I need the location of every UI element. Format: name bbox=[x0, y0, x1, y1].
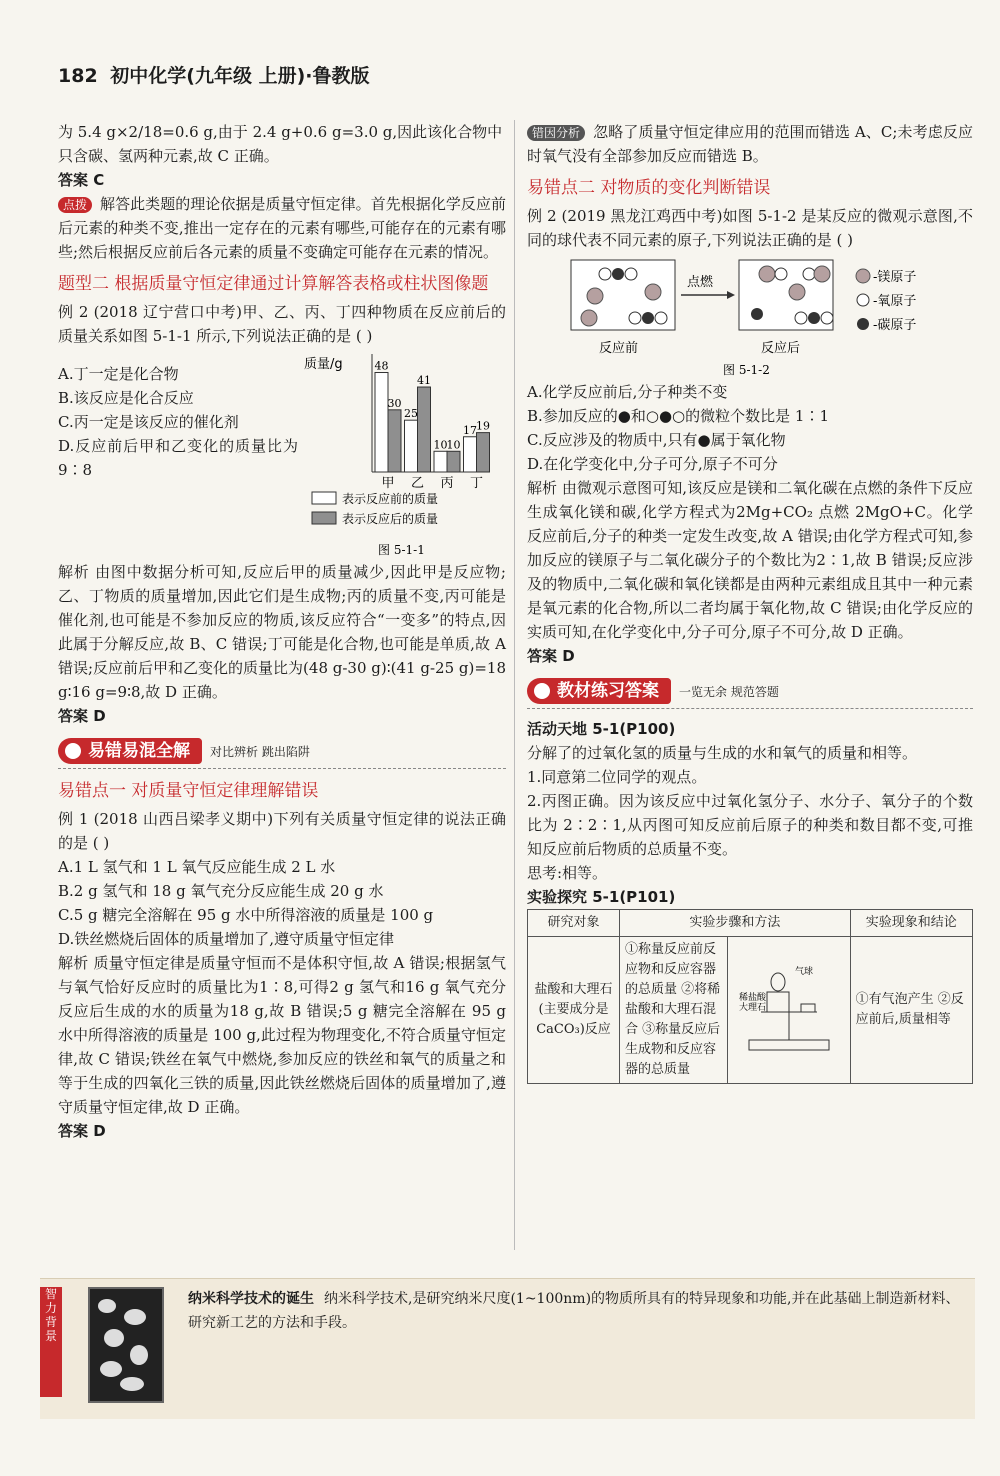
bar-chart bbox=[292, 348, 502, 560]
bar-丙-after bbox=[447, 451, 460, 472]
table-header-row bbox=[528, 910, 973, 937]
legend-oxygen-icon bbox=[857, 294, 869, 306]
ex1-option-c: C.5 g 糖完全溶解在 95 g 水中所得溶液的质量是 100 g bbox=[58, 906, 434, 924]
nano-image bbox=[88, 1287, 164, 1403]
magnesium-atom bbox=[814, 266, 830, 282]
arrow-head bbox=[727, 291, 735, 299]
legend-swatch bbox=[312, 512, 336, 524]
research-object: 盐酸和大理石(主要成分是 CaCO₃)反应 bbox=[528, 937, 620, 1084]
data-label: 25 bbox=[404, 407, 418, 421]
data-label: 48 bbox=[374, 359, 389, 373]
option-b: B.该反应是化合反应 bbox=[58, 389, 194, 407]
activity-line-4: 思考:相等。 bbox=[527, 864, 608, 882]
error-cause-tag: 错因分析 bbox=[527, 125, 585, 141]
example2b-analysis: 解析 由微观示意图可知,该反应是镁和二氧化碳在点燃的条件下反应生成氧化镁和碳,化学方程式为2Mg+CO₂ 点燃 2MgO+C。化学反应前后,分子的种类一定发生改变,故 A 错误;由化学方程式可知,参加反应的镁原子与二氧化碳分子的个数比为2∶1,故 B 错误;反应涉及的物质中,二氧化碳和氧化镁都是由两种元素组成且其中一种元素是氧元素的化合物,所以二者均属于氧化物,故 C 错误;由化学反应的实质可知,在化学变化中,分子可分,原子不可分,故 D 正确。 bbox=[527, 479, 973, 641]
example1-head: 例 1 (2018 山西吕梁孝义期中)下列有关质量守恒定律的说法正确的是 ( ) bbox=[58, 810, 506, 852]
oxygen-atom bbox=[795, 312, 807, 324]
data-label: 30 bbox=[387, 396, 402, 410]
bar-甲-after bbox=[388, 410, 401, 472]
apparatus-cell bbox=[728, 937, 850, 1084]
intro-line-2: 只含碳、氢两种元素,故 C 正确。 bbox=[58, 147, 279, 165]
table-header: 实验步骤和方法 bbox=[620, 910, 851, 937]
legend-magnesium-icon bbox=[856, 269, 870, 283]
experiment-result: ①有气泡产生 ②反应前后,质量相等 bbox=[850, 937, 972, 1084]
magnesium-atom bbox=[587, 288, 603, 304]
x-tick-label: 乙 bbox=[410, 476, 425, 491]
ex1-option-a: A.1 L 氢气和 1 L 氧气反应能生成 2 L 水 bbox=[58, 858, 336, 876]
legend-carbon-icon bbox=[857, 318, 869, 330]
example2-options bbox=[58, 362, 298, 482]
option-d: D.反应前后甲和乙变化的质量比为 9∶8 bbox=[58, 437, 298, 479]
oxygen-atom bbox=[655, 312, 667, 324]
magnesium-atom bbox=[645, 284, 661, 300]
balloon-label: 气球 bbox=[794, 966, 813, 977]
banner-subtitle-right: 一览无余 规范答题 bbox=[679, 685, 779, 699]
option-a: A.丁一定是化合物 bbox=[58, 365, 179, 383]
oxygen-atom bbox=[599, 268, 611, 280]
page-number: 182 bbox=[58, 65, 98, 87]
experiment-steps: ①称量反应前反应物和反应容器的总质量 ②将稀盐酸和大理石混合 ③称量反应后生成物和反应容器的总质量 bbox=[620, 937, 728, 1084]
magnesium-atom bbox=[759, 266, 775, 282]
activity-line-1: 分解了的过氧化氢的质量与生成的水和氧气的质量和相等。 bbox=[527, 744, 918, 762]
oxygen-atom bbox=[803, 268, 815, 280]
magnesium-atom bbox=[581, 310, 597, 326]
legend-swatch bbox=[312, 492, 336, 504]
right-column bbox=[527, 120, 973, 1084]
footer-text: 纳米科学技术,是研究纳米尺度(1~100nm)的物质所具有的特异现象和功能,并在此基础上制造新材料、研究新工艺的方法和手段。 bbox=[188, 1291, 960, 1331]
x-tick-label: 甲 bbox=[381, 476, 395, 491]
legend-entry: 表示反应后的质量 bbox=[342, 512, 439, 526]
flask bbox=[767, 992, 789, 1012]
oxygen-atom bbox=[625, 268, 637, 280]
type2-title: 题型二 根据质量守恒定律通过计算解答表格或柱状图像题 bbox=[58, 274, 489, 294]
table-row bbox=[528, 937, 973, 1084]
micro-diagram bbox=[527, 252, 973, 380]
ex2b-option-a: A.化学反应前后,分子种类不变 bbox=[527, 383, 728, 401]
banner-title-right: 教材练习答案 bbox=[527, 678, 671, 704]
x-tick-label: 丙 bbox=[440, 476, 454, 491]
balance-base bbox=[749, 1040, 829, 1050]
footer-box bbox=[40, 1278, 975, 1419]
left-column bbox=[58, 120, 506, 1143]
footer-side-label: 智力背景 bbox=[40, 1287, 62, 1397]
answer-right: 答案 D bbox=[527, 647, 575, 665]
page-header bbox=[58, 64, 370, 88]
oxygen-atom bbox=[775, 268, 787, 280]
answer-1: 答案 C bbox=[58, 171, 105, 189]
activity-line-3: 2.丙图正确。因为该反应中过氧化氢分子、水分子、氧分子的个数比为 2∶2∶1,从丙图可知反应前后原子的种类和数目都不变,可推知反应前后物质的总质量不变。 bbox=[527, 792, 973, 858]
banner-subtitle: 对比辨析 跳出陷阱 bbox=[210, 745, 310, 759]
dianbo-tag: 点拨 bbox=[58, 197, 92, 213]
example2b-head: 例 2 (2019 黑龙江鸡西中考)如图 5-1-2 是某反应的微观示意图,不同的球代表不同元素的原子,下列说法正确的是 ( ) bbox=[527, 207, 973, 249]
arrow-label: 点燃 bbox=[687, 275, 714, 290]
reaction-diagram bbox=[527, 252, 973, 380]
data-label: 19 bbox=[476, 419, 490, 433]
activity-title: 活动天地 5-1(P100) bbox=[527, 720, 676, 738]
legend-entry: 表示反应前的质量 bbox=[342, 492, 439, 506]
ex1-option-b: B.2 g 氢气和 18 g 氧气充分反应能生成 20 g 水 bbox=[58, 882, 384, 900]
footer-text-block bbox=[188, 1287, 968, 1335]
carbon-atom bbox=[808, 312, 820, 324]
legend-oxygen: -氧原子 bbox=[873, 294, 917, 309]
example2-head: 例 2 (2018 辽宁营口中考)甲、乙、丙、丁四种物质在反应前后的质量关系如图 5-1-1 所示,下列说法正确的是 ( ) bbox=[58, 303, 506, 345]
after-label: 反应后 bbox=[761, 341, 801, 356]
error-point-2-title: 易错点二 对物质的变化判断错误 bbox=[527, 178, 771, 198]
dianbo-block bbox=[58, 192, 506, 264]
ex2b-option-b: B.参加反应的●和○●○的微粒个数比是 1∶1 bbox=[527, 407, 830, 425]
oxygen-atom bbox=[629, 312, 641, 324]
answer-2: 答案 D bbox=[58, 707, 106, 725]
error-cause-text: 忽略了质量守恒定律应用的范围而错选 A、C;未考虑反应时氧气没有全部参加反应而错选 B。 bbox=[527, 123, 973, 165]
carbon-atom bbox=[642, 312, 654, 324]
example2-options-chart bbox=[58, 348, 506, 560]
bar-丁-before bbox=[464, 437, 477, 472]
bar-丁-after bbox=[477, 433, 490, 472]
error-point-1-title: 易错点一 对质量守恒定律理解错误 bbox=[58, 781, 319, 801]
data-label: 10 bbox=[433, 438, 448, 452]
bar-甲-before bbox=[375, 373, 388, 472]
ex1-option-d: D.铁丝燃烧后固体的质量增加了,遵守质量守恒定律 bbox=[58, 930, 395, 948]
dianbo-text: 解答此类题的理论依据是质量守恒定律。首先根据化学反应前后元素的种类不变,推出一定存在的元素有哪些,可能存在的元素有哪些;然后根据反应前后各元素的质量不变确定可能存在元素的情况。 bbox=[58, 195, 506, 261]
activity-line-2: 1.同意第二位同学的观点。 bbox=[527, 768, 707, 786]
experiment-title: 实验探究 5-1(P101) bbox=[527, 888, 676, 906]
example2-analysis: 解析 由图中数据分析可知,反应后甲的质量减少,因此甲是反应物;乙、丁物质的质量增加,因此它们是生成物;丙的质量不变,丙可能是催化剂,也可能是不参加反应的物质,该反应符合“一变多”的特点,因此属于分解反应,故 B、C 错误;丁可能是化合物,也可能是单质,故 A 错误;反应前后甲和乙变化的质量比为(48 g-30 g)∶(41 g-25 g)=18 g∶16 g=9∶8,故 D 正确。 bbox=[58, 563, 506, 701]
bar-乙-after bbox=[418, 387, 431, 472]
footer-title: 纳米科学技术的诞生 bbox=[188, 1291, 314, 1307]
example1-analysis: 解析 质量守恒定律是质量守恒而不是体积守恒,故 A 错误;根据氢气与氧气恰好反应时的质量比为1∶8,可得2 g 氢气和16 g 氧气充分反应后生成的水的质量为18 g,故 B 错误;5 g 糖完全溶解在 95 g 水中所得溶液的质量是 100 g,此过程为物理变化,不符合质量守恒定律,故 C 错误;铁丝在氧气中燃烧,参加反应的铁丝和氧气的质量之和等于生成的四氧化三铁的质量,因此铁丝燃烧后固体的质量增加了,遵守质量守恒定律,故 D 正确。 bbox=[58, 954, 506, 1116]
option-c: C.丙一定是该反应的催化剂 bbox=[58, 413, 239, 431]
before-label: 反应前 bbox=[599, 341, 639, 356]
book-title: 初中化学(九年级 上册)·鲁教版 bbox=[110, 65, 370, 87]
data-label: 10 bbox=[446, 438, 461, 452]
error-cause-block bbox=[527, 120, 973, 168]
ex2b-option-c: C.反应涉及的物质中,只有●属于氧化物 bbox=[527, 431, 786, 449]
ex2b-option-d: D.在化学变化中,分子可分,原子不可分 bbox=[527, 455, 778, 473]
bar-乙-before bbox=[405, 420, 418, 472]
bar-丙-before bbox=[434, 451, 447, 472]
legend-carbon: -碳原子 bbox=[873, 318, 917, 333]
column-divider bbox=[514, 120, 515, 1250]
table-header: 实验现象和结论 bbox=[850, 910, 972, 937]
balance-apparatus-icon bbox=[739, 952, 839, 1062]
weights bbox=[801, 1004, 815, 1012]
marble-label: 大理石 bbox=[738, 1002, 766, 1013]
magnesium-atom bbox=[789, 284, 805, 300]
table-header: 研究对象 bbox=[528, 910, 620, 937]
error-section-banner bbox=[58, 738, 506, 769]
intro-line-1: 为 5.4 g×2/18=0.6 g,由于 2.4 g+0.6 g=3.0 g,因此该化合物中 bbox=[58, 123, 503, 141]
carbon-atom bbox=[612, 268, 624, 280]
textbook-answers-banner bbox=[527, 678, 973, 709]
experiment-table bbox=[527, 909, 973, 1084]
oxygen-atom bbox=[821, 312, 833, 324]
chart-caption: 图 5-1-1 bbox=[378, 543, 425, 557]
data-label: 41 bbox=[417, 374, 431, 388]
banner-title: 易错易混全解 bbox=[58, 738, 202, 764]
carbon-atom bbox=[751, 308, 763, 320]
diagram-caption: 图 5-1-2 bbox=[723, 363, 770, 377]
answer-3: 答案 D bbox=[58, 1122, 106, 1140]
y-axis-label: 质量/g bbox=[304, 357, 343, 372]
data-label: 17 bbox=[463, 423, 477, 437]
legend-magnesium: -镁原子 bbox=[873, 270, 917, 285]
x-tick-label: 丁 bbox=[469, 476, 484, 491]
acid-label: 稀盐酸 bbox=[738, 992, 766, 1003]
balloon bbox=[771, 973, 785, 991]
